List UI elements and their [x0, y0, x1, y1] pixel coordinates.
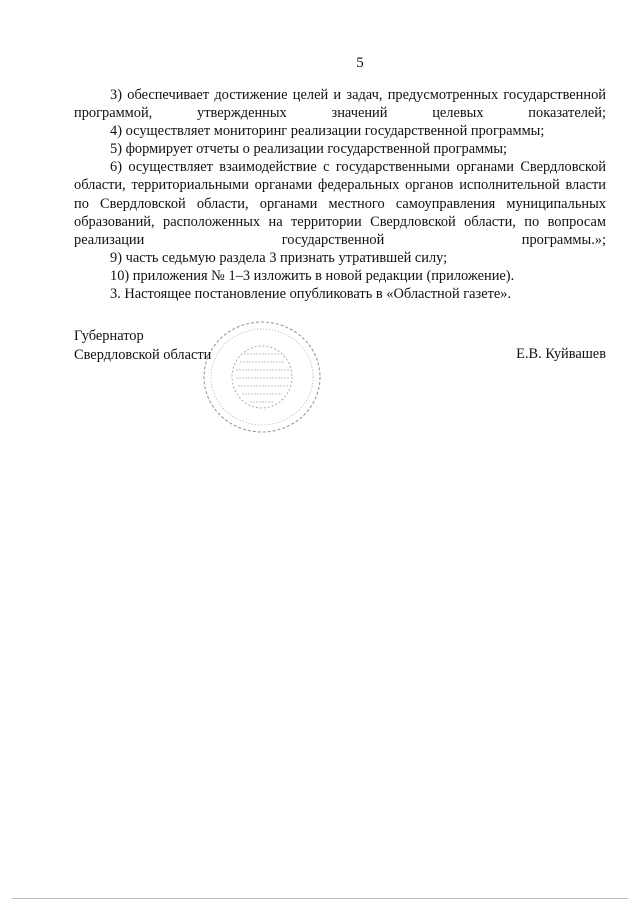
paragraph-item-4: 4) осуществляет мониторинг реализации государственной программы; [110, 123, 545, 140]
seal-icon [200, 318, 324, 436]
signature-title-line2: Свердловской области [74, 346, 212, 363]
page-number: 5 [356, 55, 364, 71]
paragraph-item-9: 9) часть седьмую раздела 3 признать утратившей силу; [110, 249, 448, 266]
signature-title-line1: Губернатор [74, 328, 144, 344]
paragraph-item-10: 10) приложения № 1–3 изложить в новой редакции (приложение). [110, 267, 515, 284]
page-bottom-edge [12, 898, 628, 899]
signatory-name: Е.В. Куйвашев [516, 346, 606, 362]
paragraph-publish: 3. Настоящее постановление опубликовать в «Областной газете». [110, 286, 512, 303]
document-body [74, 86, 606, 303]
paragraph-item-3: 3) обеспечивает достижение целей и задач, предусмотренных государственной программой, утвержденных значений целевых показателей; [74, 87, 606, 122]
signature-title [74, 327, 211, 364]
paragraph-item-6: 6) осуществляет взаимодействие с государственными органами Свердловской области, территориальными органами федеральных органов исполнительной власти по Свердловской области, органами местного самоуправления муниципальных образований, расположенных на территории Свердловской области, по вопросам реализации государственной программы.»; [74, 159, 606, 248]
paragraph-item-5: 5) формирует отчеты о реализации государственной программы; [110, 141, 507, 158]
